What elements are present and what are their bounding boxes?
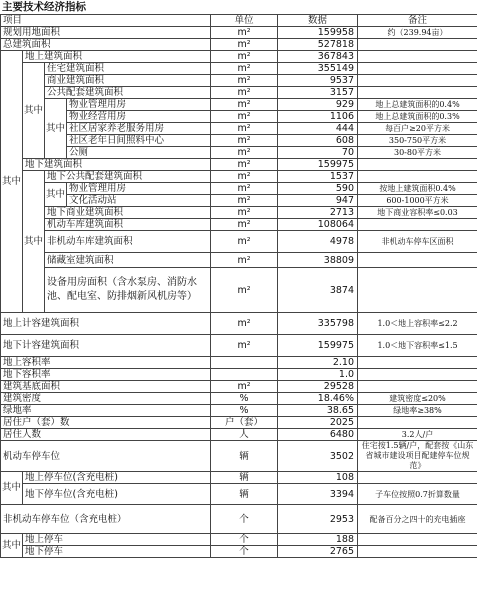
row-label: 建筑密度 <box>1 393 211 405</box>
header-item: 项目 <box>1 15 211 27</box>
row-note: 地下商业容积率≤0.03 <box>358 207 477 219</box>
row-unit: m² <box>211 335 278 357</box>
row-note <box>358 268 477 313</box>
table-row <box>1 123 477 135</box>
row-note: 约（239.94亩） <box>358 27 477 39</box>
table-row <box>1 534 477 546</box>
row-label: 机动车库建筑面积 <box>45 219 211 231</box>
table-row <box>1 183 477 195</box>
row-unit: m² <box>211 63 278 75</box>
row-value: 4978 <box>278 231 358 253</box>
row-label: 文化活动站 <box>67 195 211 207</box>
table-row <box>1 63 477 75</box>
row-note <box>358 75 477 87</box>
row-label: 地上建筑面积 <box>23 51 211 63</box>
table-row <box>1 268 477 313</box>
row-note: 子车位按照0.7折算数量 <box>358 484 477 505</box>
row-unit: m² <box>211 159 278 171</box>
table-row <box>1 147 477 159</box>
row-label: 社区老年日间照料中心 <box>67 135 211 147</box>
row-note <box>358 546 477 558</box>
table-row <box>1 313 477 335</box>
row-unit: % <box>211 393 278 405</box>
row-unit: m² <box>211 183 278 195</box>
row-value: 38809 <box>278 253 358 268</box>
table-title: 主要技术经济指标 <box>2 1 86 13</box>
table-row <box>1 417 477 429</box>
table-row <box>1 405 477 417</box>
row-value: 1.0 <box>278 369 358 381</box>
table-row <box>1 484 477 505</box>
row-label: 物业管理用房 <box>67 183 211 195</box>
row-value: 2765 <box>278 546 358 558</box>
row-note <box>358 171 477 183</box>
row-value: 2953 <box>278 505 358 534</box>
row-value: 70 <box>278 147 358 159</box>
row-value: 3157 <box>278 87 358 99</box>
table-row <box>1 335 477 357</box>
row-label: 地下停车位(含充电桩) <box>23 484 211 505</box>
row-label: 公厕 <box>67 147 211 159</box>
header-unit: 单位 <box>211 15 278 27</box>
table-row <box>1 231 477 253</box>
row-value: 929 <box>278 99 358 111</box>
group-label-parking: 其中 <box>1 472 23 505</box>
row-value: 188 <box>278 534 358 546</box>
row-note: 绿地率≥38% <box>358 405 477 417</box>
row-unit <box>211 369 278 381</box>
row-value: 29528 <box>278 381 358 393</box>
row-note: 非机动车停车区面积 <box>358 231 477 253</box>
row-unit: m² <box>211 268 278 313</box>
group-label-below: 其中 <box>23 171 45 313</box>
table-row <box>1 111 477 123</box>
row-note <box>358 472 477 484</box>
row-unit: m² <box>211 147 278 159</box>
row-note <box>358 219 477 231</box>
row-unit: m² <box>211 219 278 231</box>
row-note: 350-750平方米 <box>358 135 477 147</box>
row-value: 2.10 <box>278 357 358 369</box>
row-unit: 辆 <box>211 472 278 484</box>
row-value: 367843 <box>278 51 358 63</box>
row-value: 527818 <box>278 39 358 51</box>
row-value: 18.46% <box>278 393 358 405</box>
row-label: 居住户（套）数 <box>1 417 211 429</box>
header-value: 数据 <box>278 15 358 27</box>
header-note: 备注 <box>358 15 477 27</box>
row-value: 590 <box>278 183 358 195</box>
table-row <box>1 207 477 219</box>
row-note <box>358 159 477 171</box>
row-value: 108 <box>278 472 358 484</box>
row-label: 物业管理用房 <box>67 99 211 111</box>
table-row <box>1 27 477 39</box>
row-note: 每百户≥20平方米 <box>358 123 477 135</box>
row-note <box>358 417 477 429</box>
row-value: 1537 <box>278 171 358 183</box>
row-unit: m² <box>211 75 278 87</box>
row-label: 物业经营用房 <box>67 111 211 123</box>
table-row <box>1 219 477 231</box>
table-row <box>1 39 477 51</box>
table-row <box>1 171 477 183</box>
table-row <box>1 253 477 268</box>
row-label: 公共配套建筑面积 <box>45 87 211 99</box>
indicator-table <box>0 14 477 558</box>
row-unit: m² <box>211 111 278 123</box>
row-unit: 户（套） <box>211 417 278 429</box>
table-row <box>1 87 477 99</box>
row-label: 地上停车 <box>23 534 211 546</box>
row-note <box>358 253 477 268</box>
row-value: 6480 <box>278 429 358 441</box>
row-value: 38.65 <box>278 405 358 417</box>
row-label: 规划用地面积 <box>1 27 211 39</box>
row-note: 建筑密度≤20% <box>358 393 477 405</box>
row-value: 2713 <box>278 207 358 219</box>
row-unit: m² <box>211 253 278 268</box>
row-label: 地上容积率 <box>1 357 211 369</box>
row-label: 地下建筑面积 <box>23 159 211 171</box>
table-row <box>1 505 477 534</box>
row-note: 按地上建筑面积0.4% <box>358 183 477 195</box>
row-label: 地下公共配套建筑面积 <box>45 171 211 183</box>
row-unit: m² <box>211 87 278 99</box>
row-value: 3394 <box>278 484 358 505</box>
row-unit: m² <box>211 207 278 219</box>
group-label-bike: 其中 <box>1 534 23 558</box>
table-row <box>1 75 477 87</box>
row-unit: m² <box>211 313 278 335</box>
table-row <box>1 51 477 63</box>
row-note <box>358 39 477 51</box>
row-value: 1106 <box>278 111 358 123</box>
row-label: 地下停车 <box>23 546 211 558</box>
row-value: 108064 <box>278 219 358 231</box>
row-value: 608 <box>278 135 358 147</box>
row-unit: m² <box>211 99 278 111</box>
row-label: 设备用房面积（含水泵房、消防水池、配电室、防排烟新风机房等） <box>45 268 211 313</box>
row-label: 储藏室建筑面积 <box>45 253 211 268</box>
table-row <box>1 135 477 147</box>
row-value: 159975 <box>278 159 358 171</box>
row-note: 住宅按1.5辆/户，配套按《山东省城市建设项目配建停车位规范》 <box>358 441 477 472</box>
row-label: 居住人数 <box>1 429 211 441</box>
row-value: 335798 <box>278 313 358 335</box>
table-row <box>1 195 477 207</box>
row-value: 355149 <box>278 63 358 75</box>
row-label: 绿地率 <box>1 405 211 417</box>
row-note: 地上总建筑面积的0.3% <box>358 111 477 123</box>
row-note <box>358 357 477 369</box>
row-unit: 个 <box>211 505 278 534</box>
row-label: 住宅建筑面积 <box>45 63 211 75</box>
row-unit: 辆 <box>211 484 278 505</box>
row-note: 3.2人/户 <box>358 429 477 441</box>
row-note: 配备百分之四十的充电插座 <box>358 505 477 534</box>
row-label: 地上停车位(含充电桩) <box>23 472 211 484</box>
table-row <box>1 381 477 393</box>
row-note <box>358 534 477 546</box>
table-row <box>1 429 477 441</box>
row-unit: m² <box>211 195 278 207</box>
row-value: 947 <box>278 195 358 207</box>
row-note <box>358 381 477 393</box>
row-label: 总建筑面积 <box>1 39 211 51</box>
table-row <box>1 357 477 369</box>
row-value: 444 <box>278 123 358 135</box>
row-value: 3874 <box>278 268 358 313</box>
row-label: 社区居家养老服务用房 <box>67 123 211 135</box>
row-value: 159975 <box>278 335 358 357</box>
row-unit: m² <box>211 231 278 253</box>
row-note: 1.0＜地下容积率≤1.5 <box>358 335 477 357</box>
row-note: 600-1000平方米 <box>358 195 477 207</box>
row-label: 商业建筑面积 <box>45 75 211 87</box>
row-label: 地下容积率 <box>1 369 211 381</box>
row-note <box>358 51 477 63</box>
row-note <box>358 63 477 75</box>
row-unit: m² <box>211 381 278 393</box>
table-row <box>1 546 477 558</box>
row-label: 建筑基底面积 <box>1 381 211 393</box>
table-row <box>1 441 477 472</box>
row-label: 机动车停车位 <box>1 441 211 472</box>
table-row <box>1 393 477 405</box>
row-value: 3502 <box>278 441 358 472</box>
row-label: 非机动车停车位（含充电桩） <box>1 505 211 534</box>
row-value: 9537 <box>278 75 358 87</box>
row-note: 地上总建筑面积的0.4% <box>358 99 477 111</box>
table-row <box>1 472 477 484</box>
row-unit: m² <box>211 123 278 135</box>
row-value: 2025 <box>278 417 358 429</box>
row-label: 地上计容建筑面积 <box>1 313 211 335</box>
table-row <box>1 159 477 171</box>
row-unit <box>211 357 278 369</box>
row-unit: 个 <box>211 546 278 558</box>
row-label: 地下商业建筑面积 <box>45 207 211 219</box>
row-unit: 辆 <box>211 441 278 472</box>
row-unit: m² <box>211 135 278 147</box>
header-row <box>1 15 477 27</box>
row-unit: m² <box>211 39 278 51</box>
row-note <box>358 87 477 99</box>
row-unit: m² <box>211 171 278 183</box>
row-unit: 人 <box>211 429 278 441</box>
row-label: 非机动车库建筑面积 <box>45 231 211 253</box>
row-label: 地下计容建筑面积 <box>1 335 211 357</box>
group-label-above: 其中 <box>23 63 45 159</box>
row-note: 30-80平方米 <box>358 147 477 159</box>
group-label-below-public: 其中 <box>45 183 67 207</box>
row-unit: m² <box>211 27 278 39</box>
row-note <box>358 369 477 381</box>
group-label-public: 其中 <box>45 99 67 159</box>
row-unit: % <box>211 405 278 417</box>
row-unit: 个 <box>211 534 278 546</box>
group-label-outer: 其中 <box>1 51 23 313</box>
table-row <box>1 99 477 111</box>
table-row <box>1 369 477 381</box>
row-value: 159958 <box>278 27 358 39</box>
row-note: 1.0＜地上容积率≤2.2 <box>358 313 477 335</box>
row-unit: m² <box>211 51 278 63</box>
